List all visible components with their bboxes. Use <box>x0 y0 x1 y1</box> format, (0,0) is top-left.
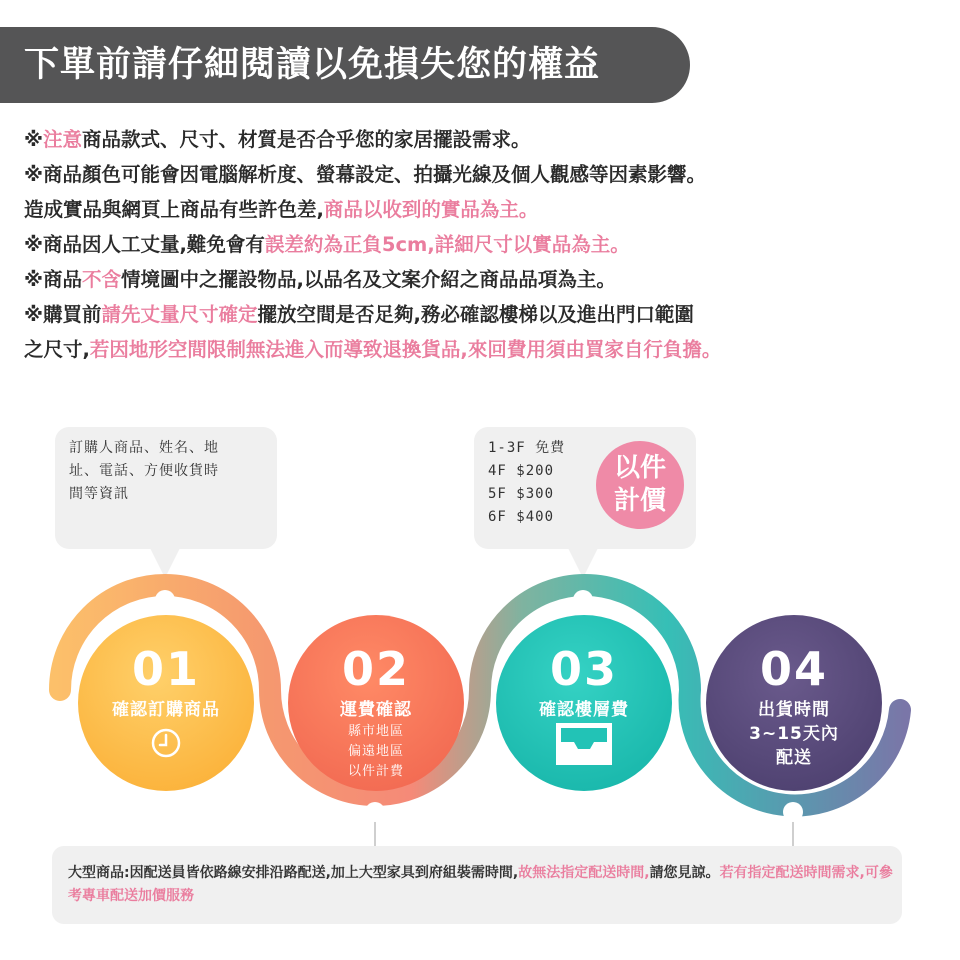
badge-line: 以件 <box>613 453 666 483</box>
dot-step-4 <box>783 802 803 822</box>
notice-prefix: ※購買前 <box>24 303 102 326</box>
order-info-bubble <box>55 427 277 549</box>
step-sub: 以件計費 <box>347 764 404 779</box>
step-label: 運費確認 <box>340 700 412 720</box>
notice-highlight: 若因地形空間限制無法進入而導致退換貨品,來回費用須由買家自行負擔。 <box>89 338 722 361</box>
step-sub: 偏遠地區 <box>347 744 404 759</box>
notice-text: ※商品顏色可能會因電腦解析度、螢幕設定、拍攝光線及個人觀感等因素影響。 <box>24 163 706 186</box>
notice-text: 造成實品與網頁上商品有些許色差, <box>24 198 324 221</box>
page-title: 下單前請仔細閱讀以免損失您的權益 <box>24 45 601 85</box>
notice-prefix: ※商品 <box>24 268 82 291</box>
footer-text: 大型商品:因配送員皆依路線安排沿路配送,加上大型家具到府組裝需時間, <box>68 865 519 881</box>
notice-highlight: 誤差約為正負5cm,詳細尺寸以實品為主。 <box>264 233 630 256</box>
step-label: 出貨時間 <box>758 700 830 720</box>
fee-line: 1-3F 免費 <box>488 440 566 456</box>
badge-line: 計價 <box>613 486 666 516</box>
notice-text: ※商品因人工丈量,難免會有 <box>24 233 265 256</box>
footer-highlight: 故無法指定配送時間, <box>518 865 650 881</box>
step-number: 04 <box>759 642 828 696</box>
footer-note <box>52 846 902 924</box>
step-number: 02 <box>341 642 410 696</box>
fee-line: 6F $400 <box>488 509 555 525</box>
fee-line: 4F $200 <box>488 463 555 479</box>
step-label: 確認訂購商品 <box>112 700 220 720</box>
notice-highlight: 不含 <box>81 268 121 291</box>
step-1 <box>86 644 246 722</box>
notice-text: 情境圖中之擺設物品,以品名及文案介紹之商品品項為主。 <box>120 268 616 291</box>
notice-prefix: ※ <box>24 128 43 151</box>
bubble-line: 訂購人商品、姓名、地 <box>69 440 219 456</box>
notice-highlight: 商品以收到的實品為主。 <box>323 198 539 221</box>
step-sub: 3~15天內 <box>749 724 839 744</box>
step-sub: 縣市地區 <box>347 724 404 739</box>
dot-step-2 <box>365 802 385 822</box>
notice-text: 擺放空間是否足夠,務必確認樓梯以及進出門口範圍 <box>257 303 694 326</box>
notice-text: 商品款式、尺寸、材質是否合乎您的家居擺設需求。 <box>81 128 531 151</box>
footer-text: 請您見諒。 <box>649 865 720 881</box>
step-number: 01 <box>131 642 200 696</box>
per-item-price-badge <box>596 441 684 529</box>
step-label: 確認樓層費 <box>539 700 629 720</box>
notice-highlight: 注意 <box>42 128 82 151</box>
step-number: 03 <box>549 642 618 696</box>
step-3 <box>504 644 664 722</box>
step-sub: 配送 <box>776 748 812 768</box>
footer-highlight: 若有指定配送時間需求,可參考專車配送加價服務 <box>68 865 893 904</box>
bubble-left-tail <box>150 548 180 578</box>
bubble-line: 間等資訊 <box>69 486 129 502</box>
notice-highlight: 請先丈量尺寸確定 <box>101 303 258 326</box>
step-4 <box>714 644 874 770</box>
dot-step-1 <box>155 590 175 610</box>
dot-step-3 <box>573 590 593 610</box>
bubble-fee-tail <box>568 548 598 578</box>
step-2 <box>296 644 456 782</box>
box-tray-icon <box>556 723 612 765</box>
bubble-line: 址、電話、方便收貨時 <box>69 463 219 479</box>
fee-line: 5F $300 <box>488 486 555 502</box>
notice-text: 之尺寸, <box>24 338 90 361</box>
